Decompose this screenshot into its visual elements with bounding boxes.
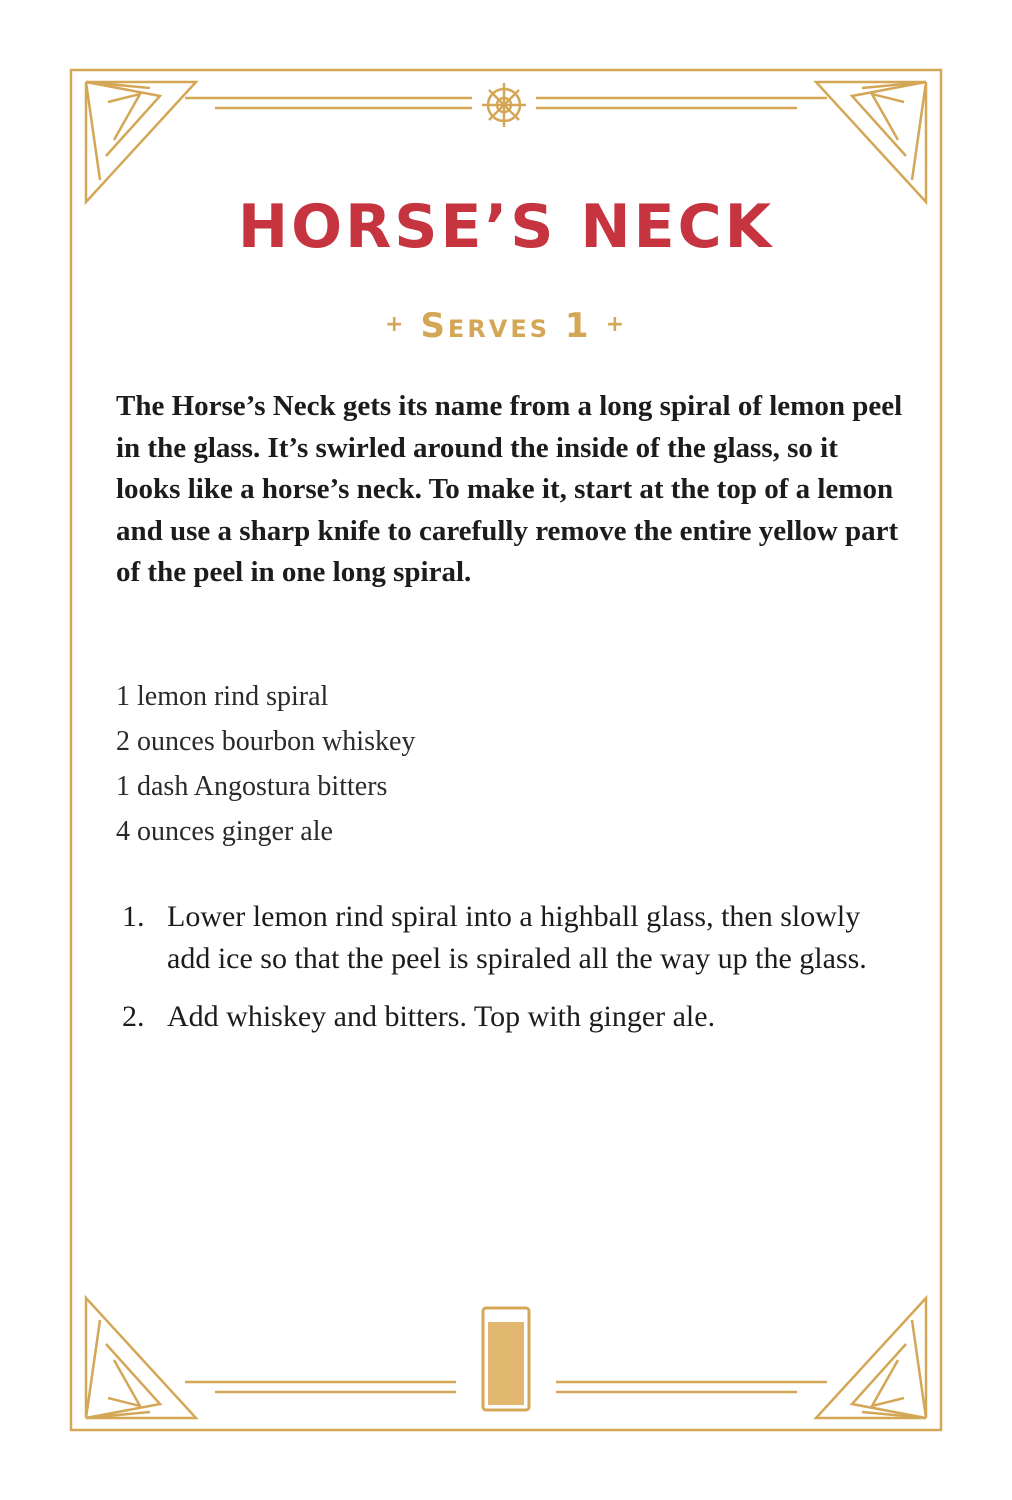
recipe-intro: The Horse’s Neck gets its name from a long spiral of lemon peel in the glass. It’s swirled around the inside of the glass, so it looks like a horse’s neck. To make it, start at the top of a lemon and use a sharp knife to carefully remove the entire yellow part of the peel in one long spiral. (116, 390, 903, 589)
ingredient-list (116, 674, 415, 854)
step-item (116, 896, 876, 980)
ingredient-item: 1 dash Angostura bitters (116, 771, 388, 802)
ingredient-item: 1 lemon rind spiral (116, 681, 329, 712)
art-deco-corner-top-right-icon (816, 82, 926, 202)
step-text: Add whiskey and bitters. Top with ginger ale. (167, 1000, 716, 1033)
step-number: 2. (122, 1000, 145, 1033)
step-item (116, 996, 876, 1038)
art-deco-corner-bottom-left-icon (86, 1298, 196, 1418)
serves-line (0, 306, 1012, 346)
serves-label: Serves 1 (420, 306, 592, 346)
ingredient-item: 2 ounces bourbon whiskey (116, 726, 416, 757)
sparkle-icon: + (385, 312, 407, 337)
ingredient-item: 4 ounces ginger ale (116, 816, 333, 847)
step-number: 1. (122, 900, 145, 933)
art-deco-corner-top-left-icon (86, 82, 196, 202)
art-deco-corner-bottom-right-icon (816, 1298, 926, 1418)
highball-glass-icon (483, 1308, 529, 1410)
step-text: Lower lemon rind spiral into a highball glass, then slowly add ice so that the peel is spiraled all the way up the glass. (167, 900, 867, 975)
sparkle-icon: + (605, 312, 627, 337)
step-list (116, 896, 876, 1054)
recipe-title: HORSE’S NECK (237, 192, 775, 262)
flower-ornament-icon (482, 83, 526, 127)
